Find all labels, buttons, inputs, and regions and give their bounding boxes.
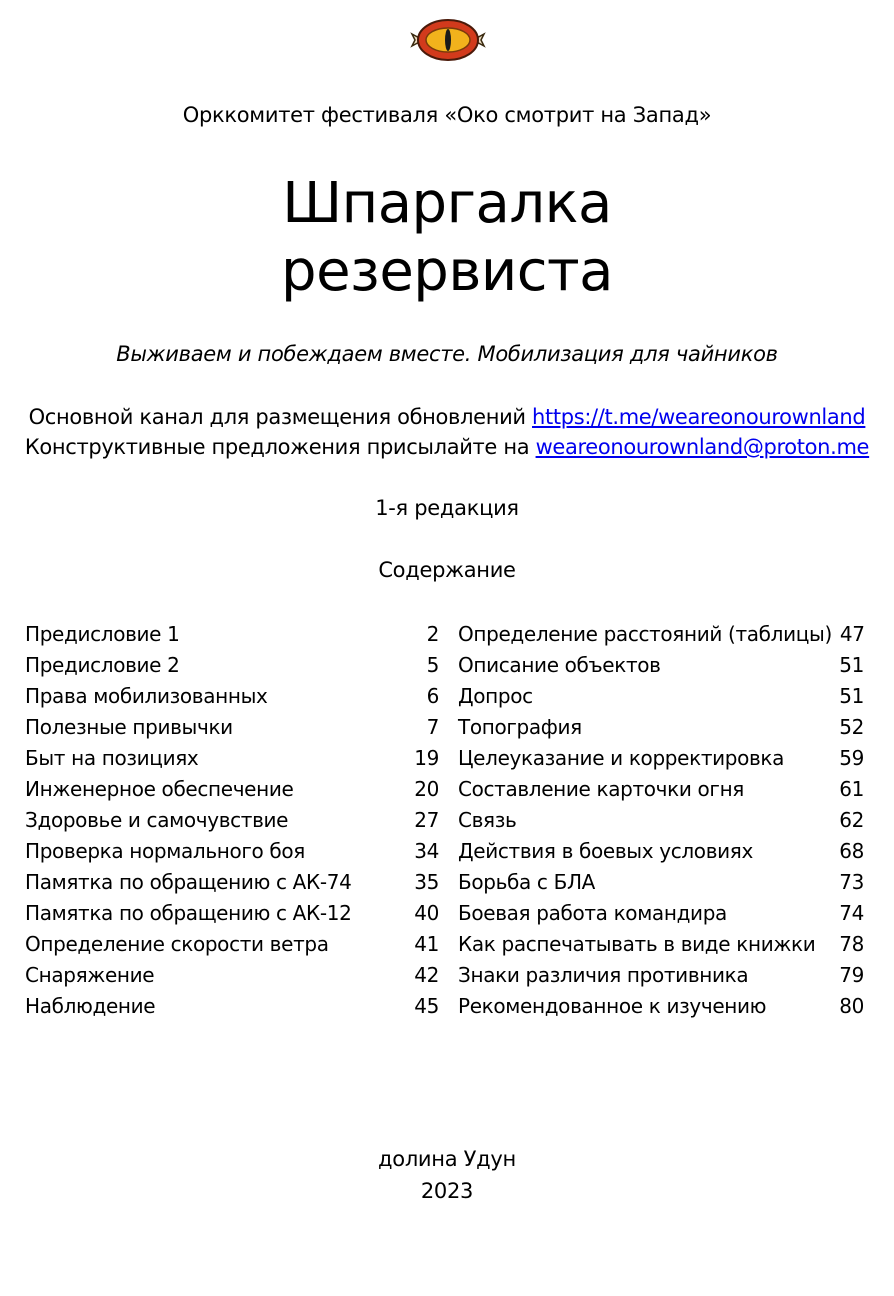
- channel-link[interactable]: https://t.me/weareonourownland: [532, 405, 866, 429]
- toc-entry-page: 51: [839, 653, 864, 677]
- toc-entry[interactable]: [25, 774, 439, 805]
- toc-entry-title: Памятка по обращению с АК-74: [25, 870, 352, 894]
- toc-entry[interactable]: [458, 681, 864, 712]
- channel-label: Основной канал для размещения обновлений: [28, 405, 533, 429]
- toc-entry-title: Предисловие 2: [25, 653, 180, 677]
- toc-entry-title: Права мобилизованных: [25, 684, 268, 708]
- toc-entry-page: 45: [414, 994, 439, 1018]
- toc-entry-title: Допрос: [458, 684, 533, 708]
- title-line-1: Шпаргалка: [282, 171, 612, 236]
- subtitle: Выживаем и побеждаем вместе. Мобилизация для чайников: [116, 342, 778, 366]
- footer: [0, 1143, 894, 1207]
- toc-entry-page: 20: [414, 777, 439, 801]
- toc-entry-title: Определение скорости ветра: [25, 932, 329, 956]
- toc-entry[interactable]: [25, 712, 439, 743]
- toc-entry-page: 19: [414, 746, 439, 770]
- toc-entry[interactable]: [25, 743, 439, 774]
- toc-entry-page: 42: [414, 963, 439, 987]
- toc-entry-title: Полезные привычки: [25, 715, 233, 739]
- toc-entry-title: Составление карточки огня: [458, 777, 744, 801]
- edition-label: 1-я редакция: [375, 496, 519, 520]
- toc-entry-title: Здоровье и самочувствие: [25, 808, 289, 832]
- toc-entry[interactable]: [25, 836, 439, 867]
- toc-entry-page: 41: [414, 932, 439, 956]
- toc-entry-page: 47: [839, 622, 865, 646]
- toc-left-column: [25, 619, 439, 1022]
- toc-entry[interactable]: [458, 774, 864, 805]
- toc-entry-page: 40: [414, 901, 439, 925]
- toc-entry-page: 34: [414, 839, 439, 863]
- toc-entry[interactable]: [25, 619, 439, 650]
- footer-year: 2023: [420, 1179, 474, 1203]
- toc-entry-page: 52: [839, 715, 864, 739]
- toc-entry-page: 78: [839, 932, 864, 956]
- toc-entry-page: 2: [426, 622, 439, 646]
- toc-entry-page: 27: [414, 808, 439, 832]
- toc-entry[interactable]: [25, 650, 439, 681]
- toc-entry-title: Предисловие 1: [25, 622, 180, 646]
- toc-entry-title: Целеуказание и корректировка: [458, 746, 785, 770]
- toc-entry-page: 51: [839, 684, 864, 708]
- toc-right-column: [458, 619, 864, 1022]
- footer-place: долина Удун: [378, 1147, 516, 1171]
- toc-entry-title: Быт на позициях: [25, 746, 199, 770]
- toc-entry-title: Как распечатывать в виде книжки: [458, 932, 816, 956]
- toc-entry-title: Топография: [458, 715, 582, 739]
- toc-entry-page: 74: [839, 901, 864, 925]
- toc-entry-page: 73: [839, 870, 864, 894]
- toc-entry-page: 6: [426, 684, 439, 708]
- toc-entry[interactable]: [458, 991, 864, 1022]
- organizer-line: Орккомитет фестиваля «Око смотрит на Запад»: [182, 103, 712, 127]
- toc-entry[interactable]: [458, 805, 864, 836]
- title-line-2: резервиста: [281, 239, 613, 304]
- toc-entry-page: 80: [839, 994, 864, 1018]
- toc-entry[interactable]: [458, 712, 864, 743]
- toc-entry-title: Инженерное обеспечение: [25, 777, 294, 801]
- document-title: [0, 170, 894, 306]
- suggestions-line: [0, 432, 894, 462]
- toc-entry-title: Борьба с БЛА: [458, 870, 595, 894]
- contents-heading: Содержание: [378, 558, 516, 582]
- toc-entry-title: Описание объектов: [458, 653, 661, 677]
- suggestions-label: Конструктивные предложения присылайте на: [24, 435, 536, 459]
- toc-entry[interactable]: [25, 867, 439, 898]
- toc-entry-title: Рекомендованное к изучению: [458, 994, 767, 1018]
- toc-entry-title: Проверка нормального боя: [25, 839, 305, 863]
- toc-entry-page: 7: [426, 715, 439, 739]
- toc-entry-page: 5: [426, 653, 439, 677]
- toc-entry-page: 59: [839, 746, 864, 770]
- eye-of-sauron-icon: [409, 16, 487, 66]
- toc-entry-page: 79: [839, 963, 864, 987]
- toc-entry[interactable]: [458, 929, 864, 960]
- email-link[interactable]: weareonourownland@proton.me: [535, 435, 870, 459]
- toc-entry-title: Боевая работа командира: [458, 901, 727, 925]
- toc-entry-title: Связь: [458, 808, 517, 832]
- channel-line: [0, 402, 894, 432]
- toc-entry[interactable]: [25, 898, 439, 929]
- toc-entry[interactable]: [458, 650, 864, 681]
- toc-entry[interactable]: [458, 960, 864, 991]
- toc-entry[interactable]: [458, 898, 864, 929]
- toc-entry-title: Определение расстояний (таблицы): [458, 622, 832, 646]
- toc-entry-title: Действия в боевых условиях: [458, 839, 753, 863]
- toc-entry-page: 62: [839, 808, 864, 832]
- toc-entry[interactable]: [458, 867, 864, 898]
- toc-entry-title: Знаки различия противника: [458, 963, 749, 987]
- toc-entry[interactable]: [25, 960, 439, 991]
- toc-entry-page: 61: [839, 777, 864, 801]
- toc-entry[interactable]: [25, 681, 439, 712]
- toc-entry[interactable]: [25, 991, 439, 1022]
- toc-entry-title: Снаряжение: [25, 963, 155, 987]
- toc-entry[interactable]: [25, 929, 439, 960]
- toc-entry[interactable]: [458, 619, 864, 650]
- toc-entry-title: Наблюдение: [25, 994, 156, 1018]
- toc-entry[interactable]: [458, 836, 864, 867]
- toc-entry-title: Памятка по обращению с АК-12: [25, 901, 352, 925]
- toc-entry[interactable]: [25, 805, 439, 836]
- toc-entry-page: 35: [414, 870, 439, 894]
- toc-entry[interactable]: [458, 743, 864, 774]
- toc-entry-page: 68: [839, 839, 864, 863]
- info-block: [0, 402, 894, 462]
